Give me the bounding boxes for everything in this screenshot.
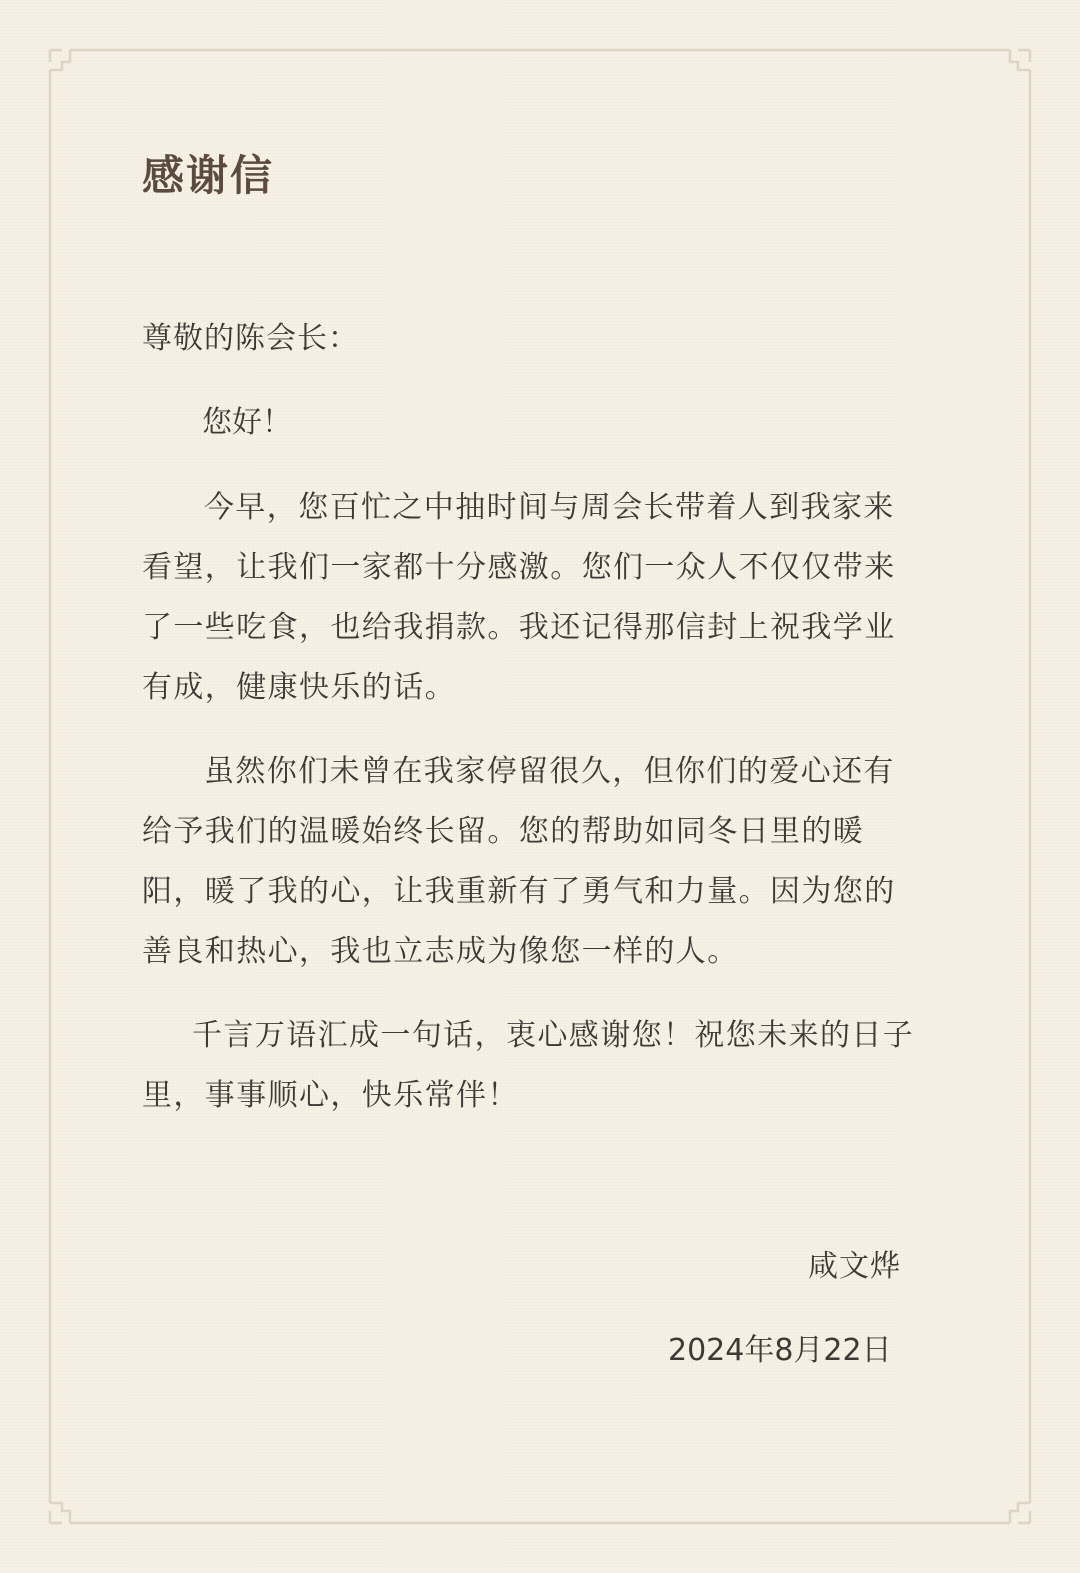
paragraph-line: 虽然你们未曾在我家停留很久，但你们的爱心还有 bbox=[204, 754, 895, 789]
paragraph-line: 里，事事顺心，快乐常伴！ bbox=[142, 1078, 519, 1113]
paragraph-line: 今早，您百忙之中抽时间与周会长带着人到我家来 bbox=[204, 490, 895, 525]
paragraph-line: 了一些吃食，也给我捐款。我还记得那信封上祝我学业 bbox=[142, 610, 896, 645]
salutation: 尊敬的陈会长： bbox=[142, 321, 359, 356]
paragraph-line: 给予我们的温暖始终长留。您的帮助如同冬日里的暖 bbox=[142, 814, 865, 849]
paragraph-1 bbox=[142, 478, 938, 718]
paragraph-line: 有成，健康快乐的话。 bbox=[142, 670, 456, 705]
letter-title: 感谢信 bbox=[142, 151, 275, 200]
paragraph-line: 阳，暖了我的心，让我重新有了勇气和力量。因为您的 bbox=[142, 874, 896, 909]
paragraph-2 bbox=[142, 742, 938, 982]
greeting: 您好！ bbox=[202, 405, 292, 440]
signature: 咸文烨 bbox=[808, 1249, 901, 1284]
paragraph-line: 善良和热心，我也立志成为像您一样的人。 bbox=[142, 934, 739, 969]
paragraph-line: 千言万语汇成一句话，衷心感谢您！祝您未来的日子 bbox=[192, 1018, 915, 1053]
letter-date: 2024年8月22日 bbox=[668, 1333, 892, 1368]
paragraph-3 bbox=[142, 1006, 938, 1126]
paragraph-line: 看望，让我们一家都十分感激。您们一众人不仅仅带来 bbox=[142, 550, 896, 585]
